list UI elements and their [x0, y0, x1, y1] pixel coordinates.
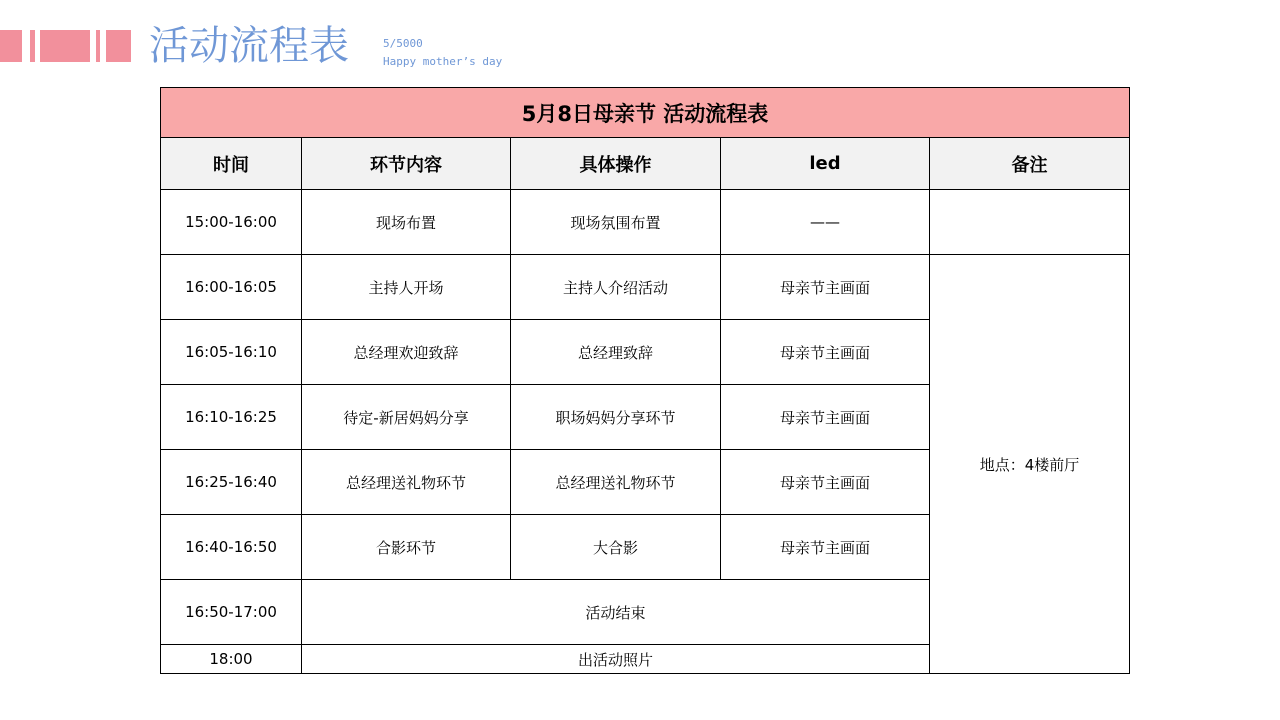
operation-cell: 总经理致辞 [511, 320, 721, 385]
decorative-bar [106, 30, 131, 62]
operation-cell: 主持人介绍活动 [511, 255, 721, 320]
led-cell: 母亲节主画面 [721, 255, 930, 320]
time-cell: 16:05-16:10 [161, 320, 302, 385]
decorative-bar [0, 30, 22, 62]
led-cell: 母亲节主画面 [721, 515, 930, 580]
decorative-bar [30, 30, 35, 62]
segment-cell: 现场布置 [302, 190, 511, 255]
table-title-row [161, 88, 1130, 138]
led-cell: —— [721, 190, 930, 255]
operation-cell: 现场氛围布置 [511, 190, 721, 255]
table-header-row [161, 138, 1130, 190]
page-number: 5/5000 [383, 37, 423, 50]
time-cell: 16:25-16:40 [161, 450, 302, 515]
column-header-led: led [721, 138, 930, 190]
page-subtitle: Happy mother’s day [383, 55, 503, 68]
column-header-operation: 具体操作 [511, 138, 721, 190]
operation-cell: 大合影 [511, 515, 721, 580]
time-cell: 16:00-16:05 [161, 255, 302, 320]
operation-cell: 职场妈妈分享环节 [511, 385, 721, 450]
time-cell: 16:10-16:25 [161, 385, 302, 450]
table-title: 5月8日母亲节 活动流程表 [161, 88, 1130, 138]
time-cell: 15:00-16:00 [161, 190, 302, 255]
decorative-bar [40, 30, 90, 62]
segment-cell: 合影环节 [302, 515, 511, 580]
time-cell: 18:00 [161, 645, 302, 674]
merged-activity-cell: 活动结束 [302, 580, 930, 645]
segment-cell: 待定-新居妈妈分享 [302, 385, 511, 450]
time-cell: 16:50-17:00 [161, 580, 302, 645]
note-cell [930, 190, 1130, 255]
decorative-bar [96, 30, 100, 62]
page-title: 活动流程表 [149, 23, 349, 69]
led-cell: 母亲节主画面 [721, 450, 930, 515]
time-cell: 16:40-16:50 [161, 515, 302, 580]
segment-cell: 总经理送礼物环节 [302, 450, 511, 515]
merged-activity-cell: 出活动照片 [302, 645, 930, 674]
led-cell: 母亲节主画面 [721, 320, 930, 385]
schedule-table [160, 87, 1130, 674]
column-header-note: 备注 [930, 138, 1130, 190]
segment-cell: 总经理欢迎致辞 [302, 320, 511, 385]
table-row [161, 190, 1130, 255]
column-header-time: 时间 [161, 138, 302, 190]
table-row [161, 255, 1130, 320]
column-header-segment: 环节内容 [302, 138, 511, 190]
location-note-cell: 地点：4楼前厅 [930, 255, 1130, 674]
led-cell: 母亲节主画面 [721, 385, 930, 450]
segment-cell: 主持人开场 [302, 255, 511, 320]
operation-cell: 总经理送礼物环节 [511, 450, 721, 515]
